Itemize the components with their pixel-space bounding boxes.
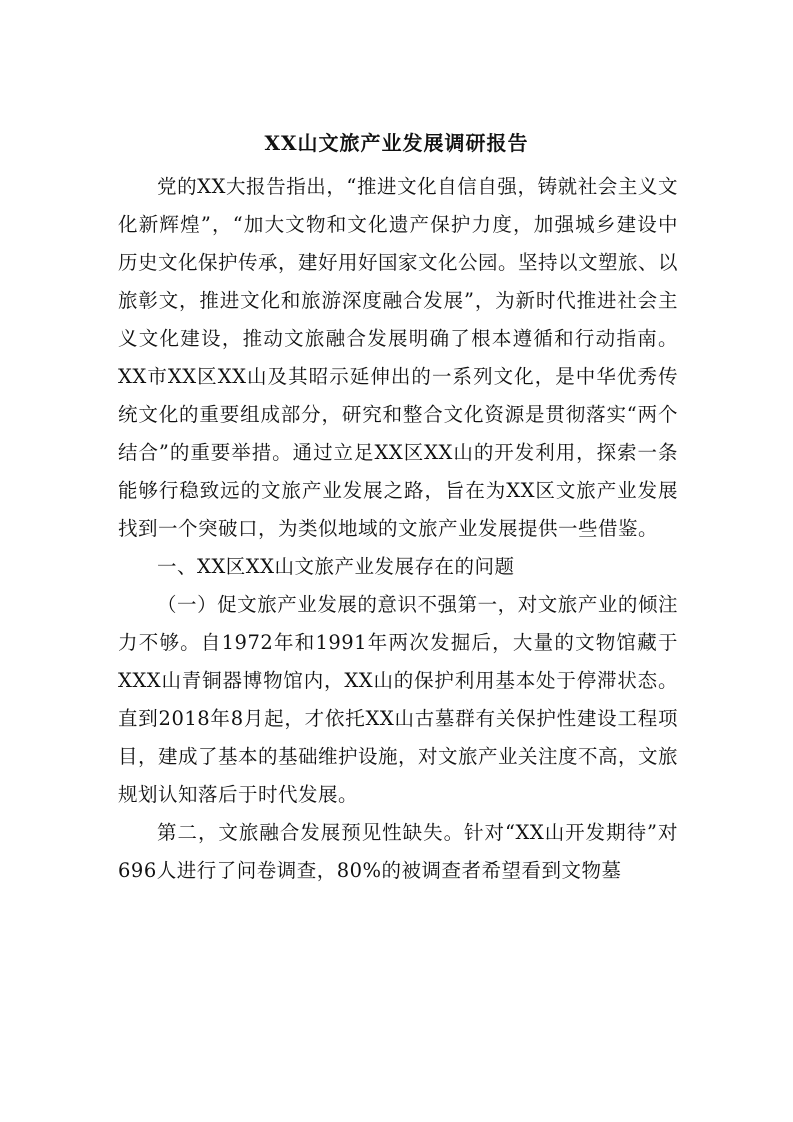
document-title: XX山文旅产业发展调研报告	[264, 131, 529, 155]
intro-paragraph: 党的XX大报告指出，“推进文化自信自强，铸就社会主义文化新辉煌”，“加大文物和文化遗产保护力度，加强城乡建设中历史文化保护传承，建好用好国家文化公园。坚持以文塑旅、以旅彰文，推进文化和旅游深度融合发展”，为新时代推进社会主义文化建设，推动文旅融合发展明确了根本遵循和行动指南。XX市XX区XX山及其昭示延伸出的一系列文化，是中华优秀传统文化的重要组成部分，研究和整合文化资源是贯彻落实“两个结合”的重要举措。通过立足XX区XX山的开发利用，探索一条能够行稳致远的文旅产业发展之路，旨在为XX区文旅产业发展找到一个突破口，为类似地域的文旅产业发展提供一些借鉴。	[118, 175, 679, 540]
document-body	[118, 168, 678, 890]
section-heading: 一、XX区XX山文旅产业发展存在的问题	[157, 555, 515, 578]
subsection-paragraph: （一）促文旅产业发展的意识不强第一，对文旅产业的倾注力不够。自1972年和1991年两次发掘后，大量的文物馆藏于XXX山青铜器博物馆内，XX山的保护利用基本处于停滞状态。直到2018年8月起，才依托XX山古墓群有关保护性建设工程项目，建成了基本的基础维护设施，对文旅产业关注度不高，文旅规划认知落后于时代发展。	[118, 593, 679, 806]
point-two-paragraph: 第二，文旅融合发展预见性缺失。针对“XX山开发期待”对696人进行了问卷调查，80%的被调查者希望看到文物墓	[118, 821, 678, 882]
